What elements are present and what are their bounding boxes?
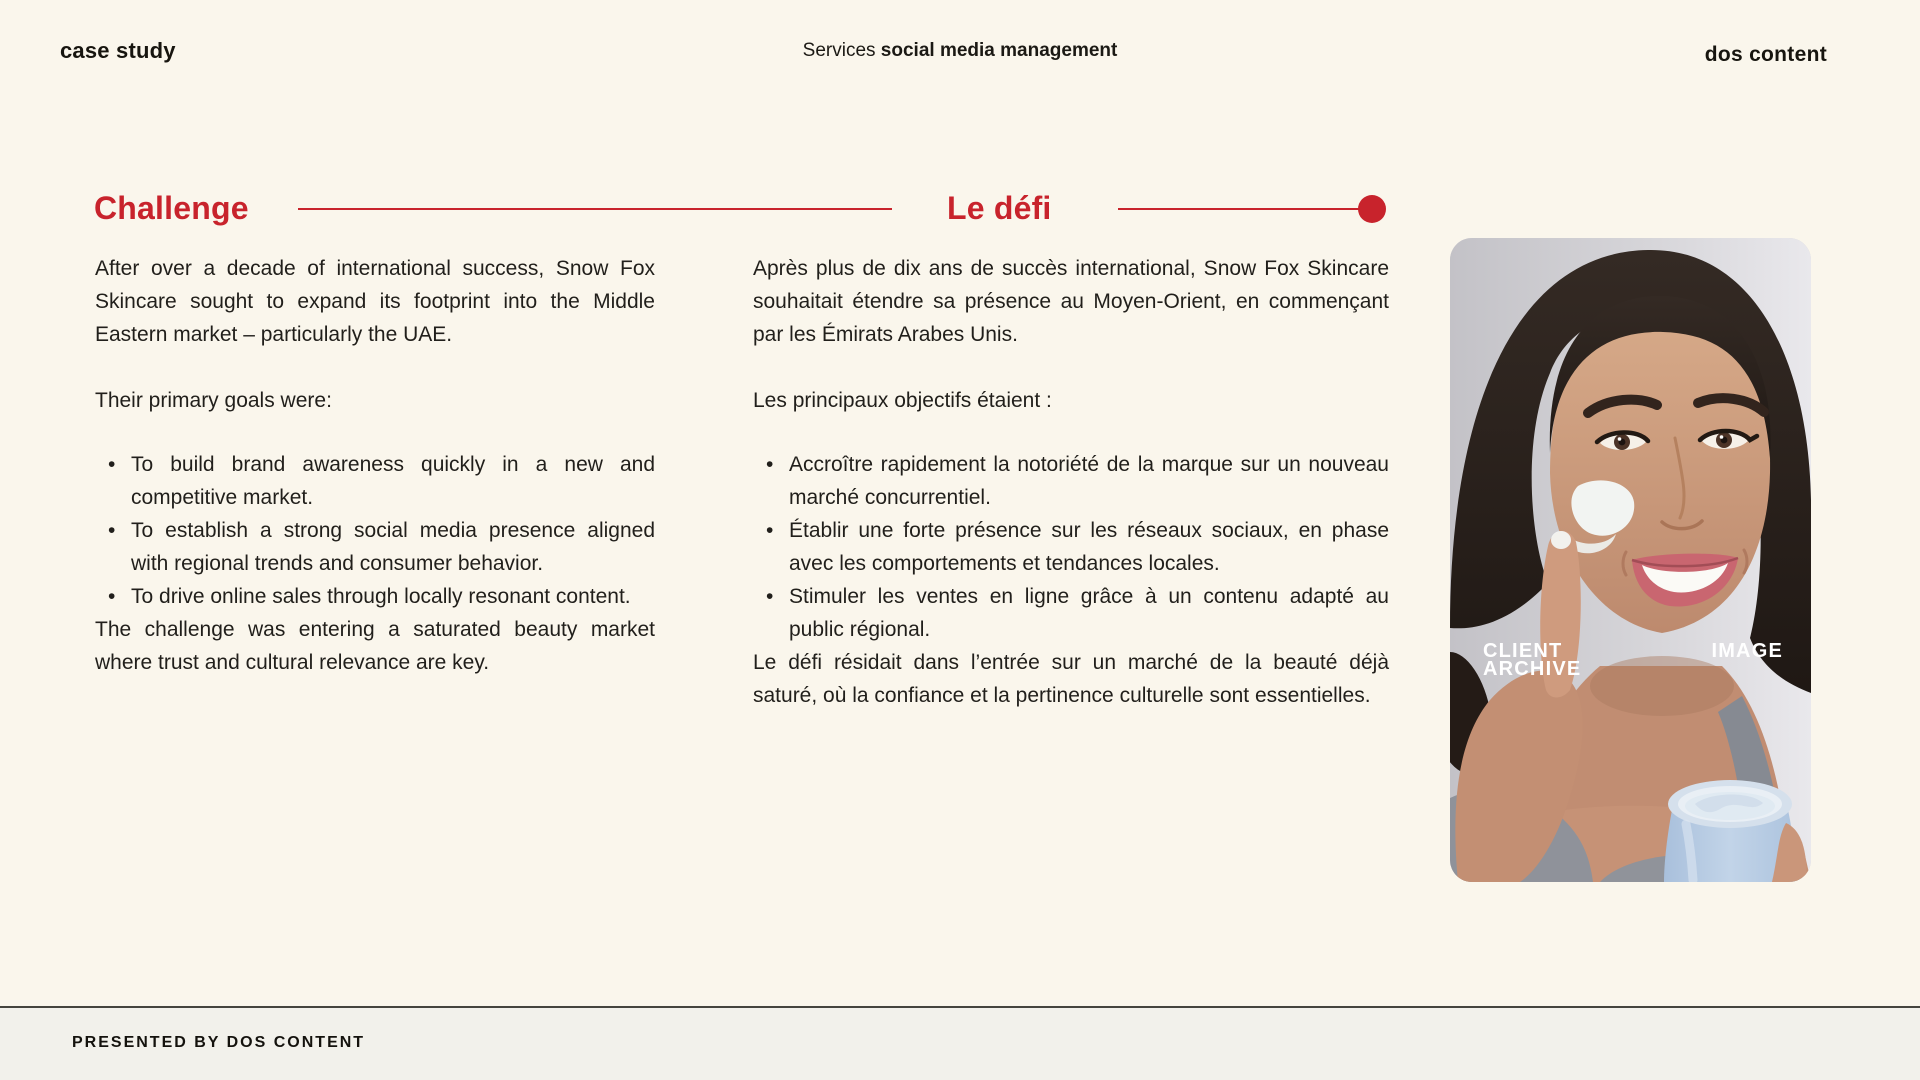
client-archive-label: CLIENT ARCHIVE <box>1483 640 1582 680</box>
rule-end-dot-icon <box>1358 195 1386 223</box>
heading-rule-fr <box>1118 208 1372 210</box>
header-services-label <box>0 40 1920 62</box>
list-item: • To build brand awareness quickly in a new and competitive market. <box>131 448 655 514</box>
list-item: • Établir une forte présence sur les réseaux sociaux, en phase avec les comportements et tendances locales. <box>789 514 1389 580</box>
footer-bar <box>0 1006 1920 1080</box>
client-photo-illustration <box>1450 238 1811 882</box>
fr-goals-list <box>753 448 1389 646</box>
challenge-text-column <box>95 252 655 679</box>
list-item: • To establish a strong social media presence aligned with regional trends and consumer behavior. <box>131 514 655 580</box>
header-left-label: case study <box>60 38 176 63</box>
services-name: social media management <box>880 40 1118 61</box>
en-closing-paragraph: The challenge was entering a saturated beauty market where trust and cultural relevance are key. <box>95 618 655 674</box>
image-label: IMAGE <box>1711 640 1783 662</box>
fr-closing-paragraph: Le défi résidait dans l’entrée sur un marché de la beauté déjà saturé, où la confiance et la pertinence culturelle sont essentielles. <box>753 651 1389 707</box>
list-item: • Stimuler les ventes en ligne grâce à un contenu adapté au public régional. <box>789 580 1389 646</box>
en-goals-list <box>95 448 655 613</box>
photo-overlay-labels <box>1483 640 1783 680</box>
client-photo-card <box>1450 238 1811 882</box>
le-defi-text-column <box>753 252 1389 712</box>
le-defi-heading: Le défi <box>947 190 1052 226</box>
fr-goals-intro: Les principaux objectifs étaient : <box>753 389 1052 412</box>
footer-credit: PRESENTED BY DOS CONTENT <box>72 1034 366 1051</box>
en-paragraph-1: After over a decade of international success, Snow Fox Skincare sought to expand its footprint into the Middle Eastern market – particularly the UAE. <box>95 257 655 346</box>
list-item: • Accroître rapidement la notoriété de la marque sur un nouveau marché concurrentiel. <box>789 448 1389 514</box>
services-prefix: Services <box>802 40 876 61</box>
list-item: • To drive online sales through locally resonant content. <box>131 580 655 613</box>
header-brand-label: dos content <box>1704 43 1827 66</box>
heading-rule-en <box>298 208 892 210</box>
en-goals-intro: Their primary goals were: <box>95 389 332 412</box>
fr-paragraph-1: Après plus de dix ans de succès international, Snow Fox Skincare souhaitait étendre sa présence au Moyen-Orient, en commençant par les Émirats Arabes Unis. <box>753 257 1389 346</box>
challenge-heading: Challenge <box>94 190 249 226</box>
